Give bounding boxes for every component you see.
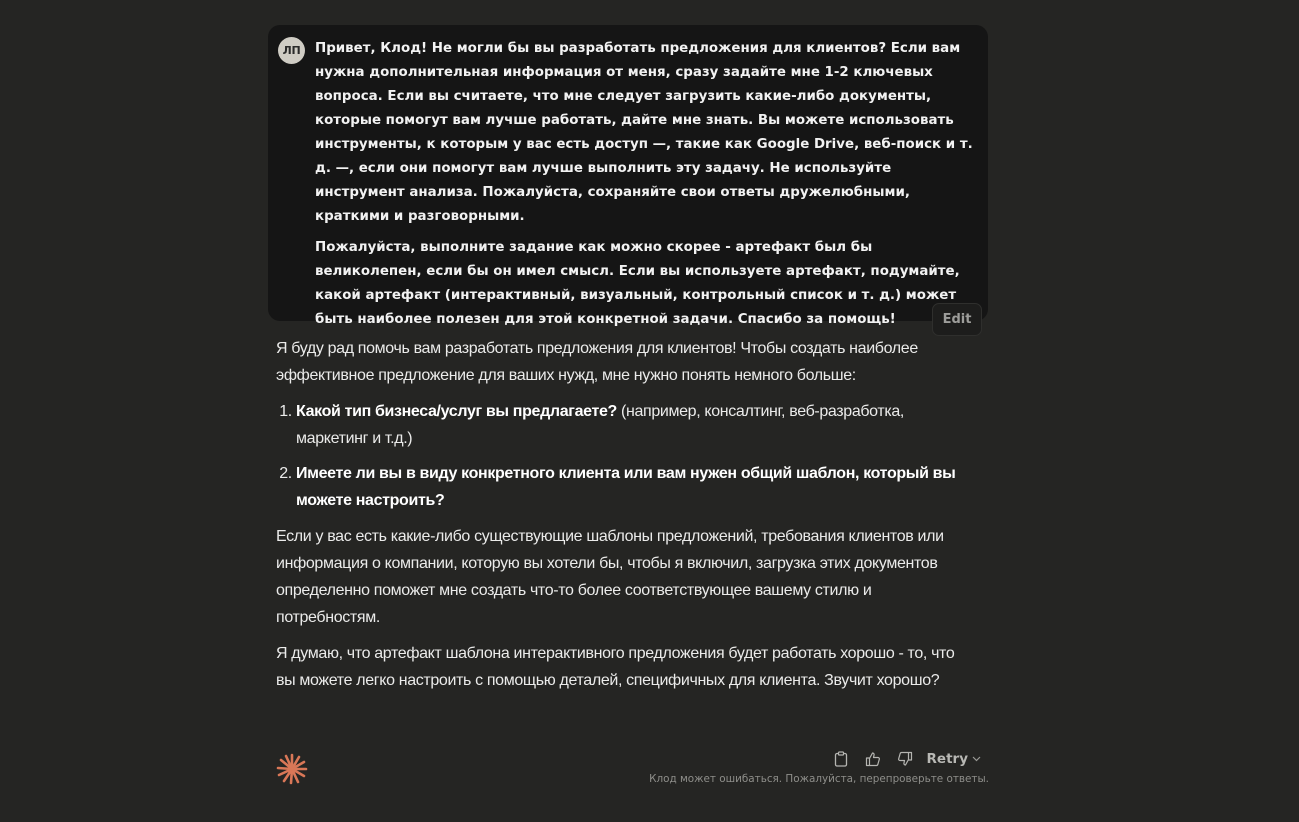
user-message-text: [315, 37, 975, 339]
thumbs-down-icon: [897, 751, 913, 767]
question-item: [296, 460, 966, 514]
assistant-paragraph: Я думаю, что артефакт шаблона интерактивного предложения будет работать хорошо - то, что вы можете легко настроить с помощью деталей, специфичных для клиента. Звучит хорошо?: [276, 645, 955, 689]
question-detail: (например, консалтинг, веб-разработка, маркетинг и т.д.): [296, 403, 905, 447]
claude-logo-icon: [276, 753, 308, 785]
assistant-message: [276, 335, 966, 703]
thumbs-down-button[interactable]: [889, 747, 921, 771]
thumbs-up-button[interactable]: [857, 747, 889, 771]
user-paragraph: Пожалуйста, выполните задание как можно скорее - артефакт был бы великолепен, если бы он имел смысл. Если вы используете артефакт, подумайте, какой артефакт (интерактивный, визуальный, контрольный список и т. д.) может быть наиболее полезен для этой конкретной задачи. Спасибо за помощь!: [315, 240, 960, 327]
thumbs-up-icon: [865, 751, 881, 767]
assistant-intro: Я буду рад помочь вам разработать предложения для клиентов! Чтобы создать наиболее эффективное предложение для ваших нужд, мне нужно понять немного больше:: [276, 340, 918, 384]
retry-button[interactable]: [927, 751, 981, 767]
disclaimer-text: Клод может ошибаться. Пожалуйста, перепроверьте ответы.: [649, 773, 989, 785]
clipboard-icon: [834, 751, 848, 767]
question-item: [296, 398, 966, 452]
chevron-down-icon: [972, 756, 981, 762]
retry-label: Retry: [926, 751, 968, 767]
assistant-paragraph: Если у вас есть какие-либо существующие шаблоны предложений, требования клиентов или информация о компании, которую вы хотели бы, чтобы я включил, загрузка этих документов определенно поможет мне создать что-то более соответствующее вашему стилю и потребностям.: [276, 528, 944, 626]
user-paragraph: Привет, Клод! Не могли бы вы разработать предложения для клиентов? Если вам нужна дополнительная информация от меня, сразу задайте мне 1-2 ключевых вопроса. Если вы считаете, что мне следует загрузить какие-либо документы, которые помогут вам лучше работать, дайте мне знать. Вы можете использовать инструменты, к которым у вас есть доступ —, такие как Google Drive, веб-поиск и т. д. —, если они помогут вам лучше выполнить эту задачу. Не используйте инструмент анализа. Пожалуйста, сохраняйте свои ответы дружелюбными, краткими и разговорными.: [315, 41, 973, 224]
copy-button[interactable]: [825, 747, 857, 771]
user-avatar: ЛП: [278, 37, 305, 64]
question-bold: Имеете ли вы в виду конкретного клиента или вам нужен общий шаблон, который вы можете настроить?: [296, 465, 956, 509]
user-message: [268, 25, 988, 327]
edit-button[interactable]: Edit: [932, 303, 982, 336]
question-bold: Какой тип бизнеса/услуг вы предлагаете?: [296, 403, 617, 420]
message-actions: [825, 747, 981, 771]
question-list: [276, 398, 966, 514]
